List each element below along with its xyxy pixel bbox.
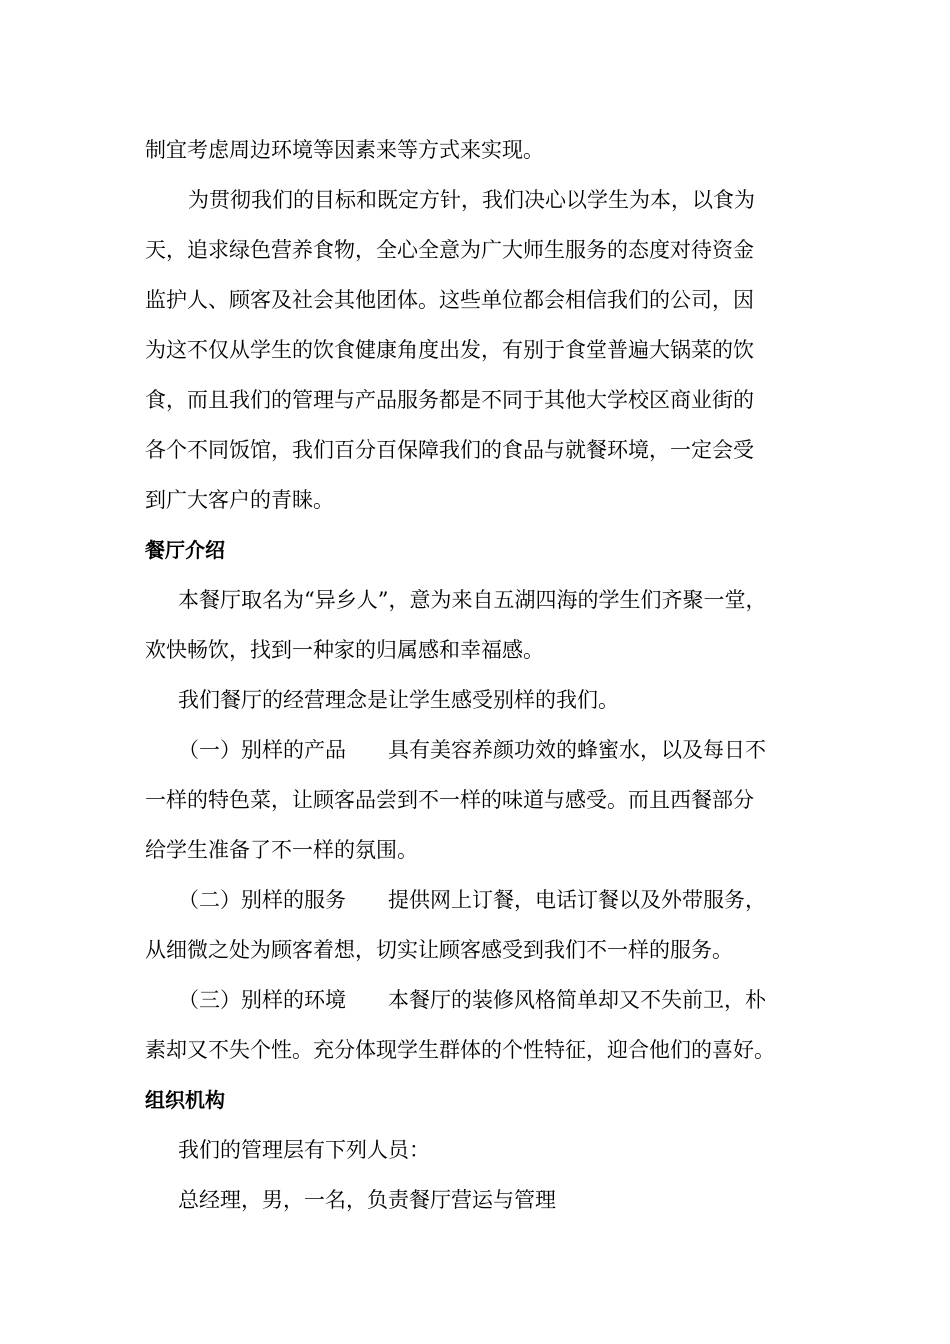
paragraph-line: 总经理，男，一名，负责餐厅营运与管理 [178, 1188, 556, 1212]
paragraph-line: 欢快畅饮，找到一种家的归属感和幸福感。 [145, 638, 544, 662]
list-item-text: 具有美容养颜功效的蜂蜜水，以及每日不 [388, 738, 766, 762]
section-heading-organization: 组织机构 [145, 1088, 225, 1112]
list-item-service [178, 885, 766, 915]
list-item-environment [178, 985, 766, 1015]
paragraph-line: 我们的管理层有下列人员： [178, 1138, 430, 1162]
paragraph-line: 为贯彻我们的目标和既定方针，我们决心以学生为本，以食为 [188, 188, 755, 212]
paragraph-line: 食，而且我们的管理与产品服务都是不同于其他大学校区商业街的 [145, 388, 754, 412]
paragraph-line: 我们餐厅的经营理念是让学生感受别样的我们。 [178, 688, 619, 712]
list-item-label: （三）别样的环境 [178, 988, 346, 1012]
list-item-label: （一）别样的产品 [178, 738, 346, 762]
list-item-product [178, 735, 766, 765]
paragraph-line: 素却又不失个性。充分体现学生群体的个性特征，迎合他们的喜好。 [145, 1038, 775, 1062]
paragraph-line: 各个不同饭馆，我们百分百保障我们的食品与就餐环境，一定会受 [145, 438, 754, 462]
list-item-label: （二）别样的服务 [178, 888, 346, 912]
paragraph-line: 从细微之处为顾客着想，切实让顾客感受到我们不一样的服务。 [145, 938, 733, 962]
paragraph-line: 到广大客户的青睐。 [145, 488, 334, 512]
paragraph-line: 天，追求绿色营养食物，全心全意为广大师生服务的态度对待资金 [145, 238, 754, 262]
list-item-text: 本餐厅的装修风格简单却又不失前卫，朴 [388, 988, 766, 1012]
paragraph-line: 为这不仅从学生的饮食健康角度出发，有别于食堂普遍大锅菜的饮 [145, 338, 754, 362]
paragraph-line: 监护人、顾客及社会其他团体。这些单位都会相信我们的公司，因 [145, 288, 754, 312]
list-item-text: 提供网上订餐，电话订餐以及外带服务， [388, 888, 766, 912]
section-heading-restaurant-intro: 餐厅介绍 [145, 538, 225, 562]
paragraph-line: 制宜考虑周边环境等因素来等方式来实现。 [145, 138, 544, 162]
paragraph-line: 一样的特色菜，让顾客品尝到不一样的味道与感受。而且西餐部分 [145, 788, 754, 812]
paragraph-line: 本餐厅取名为“异乡人”，意为来自五湖四海的学生们齐聚一堂， [178, 588, 767, 612]
paragraph-line: 给学生准备了不一样的氛围。 [145, 838, 418, 862]
